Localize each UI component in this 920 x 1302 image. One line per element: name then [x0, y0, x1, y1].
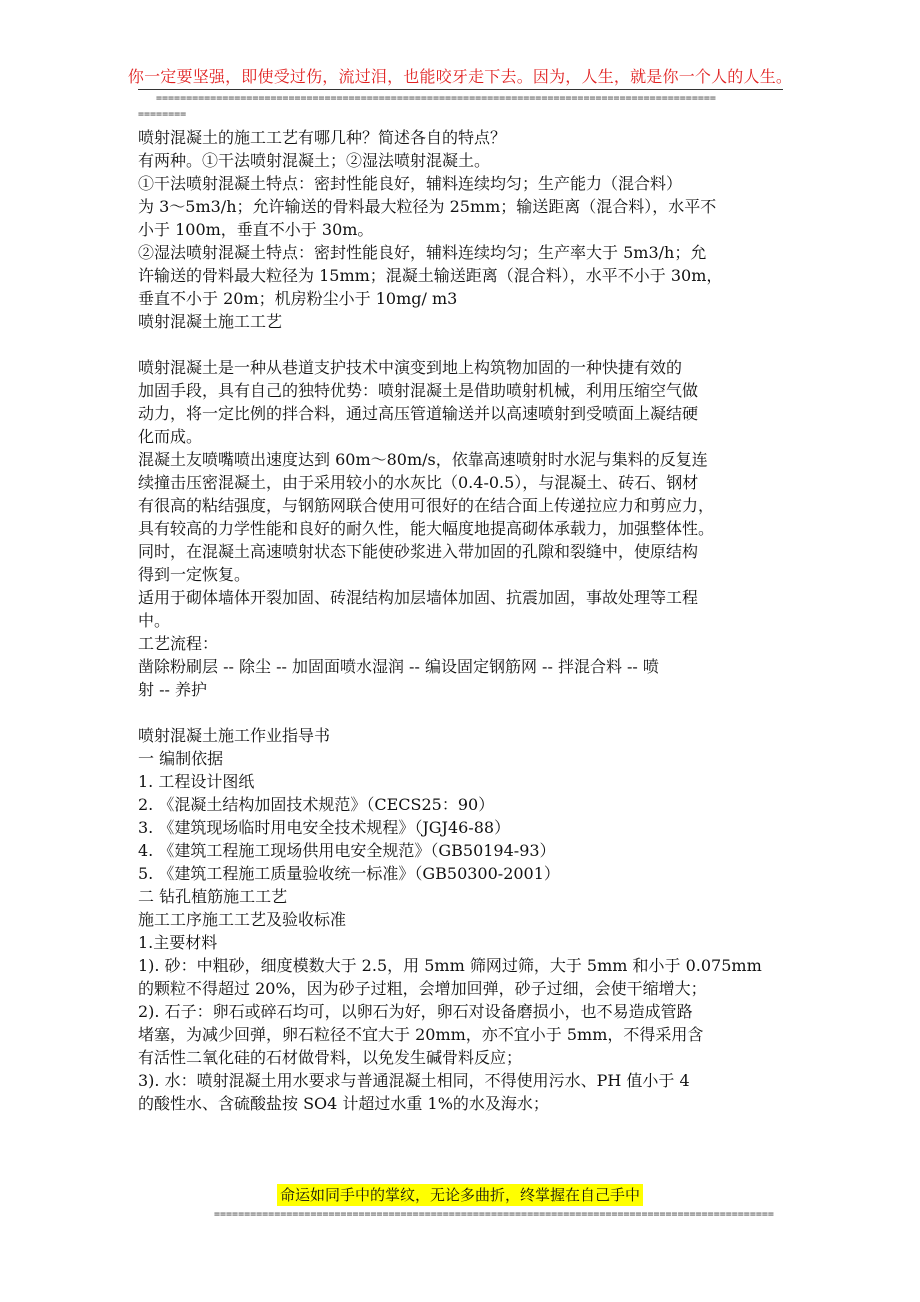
text-line: 3. 《建筑现场临时用电安全技术规程》（JGJ46-88） — [138, 818, 511, 837]
text-line: 1). 砂：中粗砂，细度模数大于 2.5，用 5mm 筛网过筛，大于 5mm 和小于 0.075mm — [138, 956, 762, 975]
text-line: 混凝土友喷嘴喷出速度达到 60m～80m/s，依靠高速喷射时水泥与集料的反复连 — [138, 450, 708, 469]
text-line: 工艺流程： — [138, 634, 219, 653]
text-line: 5. 《建筑工程施工质量验收统一标准》（GB50300-2001） — [138, 864, 560, 883]
text-line: 具有较高的力学性能和良好的耐久性，能大幅度地提高砌体承载力，加强整体性。 — [138, 519, 715, 538]
text-line: ①干法喷射混凝土特点：密封性能良好，辅料连续均匀；生产能力（混合料） — [138, 174, 683, 193]
text-line: 加固手段，具有自己的独特优势：喷射混凝土是借助喷射机械，利用压缩空气做 — [138, 381, 699, 400]
text-line: 喷射混凝土施工作业指导书 — [138, 726, 331, 745]
text-line: 喷射混凝土的施工工艺有哪几种？简述各自的特点？ — [138, 128, 507, 147]
text-line: 有两种。①干法喷射混凝土；②湿法喷射混凝土。 — [138, 151, 491, 170]
text-line: 垂直不小于 20m；机房粉尘小于 10mg/ m3 — [138, 289, 458, 308]
text-line: 1.主要材料 — [138, 933, 218, 952]
text-line: 为 3～5m3/h；允许输送的骨料最大粒径为 25mm；输送距离（混合料），水平不 — [138, 197, 717, 216]
header-motto: 你一定要坚强，即使受过伤，流过泪，也能咬牙走下去。因为，人生，就是你一个人的人生。 — [127, 67, 793, 86]
text-line: 2. 《混凝土结构加固技术规范》（CECS25：90） — [138, 795, 495, 814]
text-line: 适用于砌体墙体开裂加固、砖混结构加层墙体加固、抗震加固，事故处理等工程 — [138, 588, 699, 607]
text-line: ②湿法喷射混凝土特点：密封性能良好，辅料连续均匀；生产率大于 5m3/h；允 — [138, 243, 707, 262]
text-line: 有活性二氧化硅的石材做骨料，以免发生碱骨料反应； — [138, 1048, 523, 1067]
separator-bottom: ============================================================================================= — [214, 1209, 774, 1220]
blank-line — [138, 701, 783, 724]
text-line: 一 编制依据 — [138, 749, 224, 768]
separator-top: ============================================================================================= — [156, 93, 716, 104]
text-line: 化而成。 — [138, 427, 203, 446]
text-line: 中。 — [138, 611, 171, 630]
text-line: 二 钻孔植筋施工工艺 — [138, 887, 288, 906]
text-line: 得到一定恢复。 — [138, 565, 251, 584]
text-line: 喷射混凝土是一种从巷道支护技术中演变到地上构筑物加固的一种快捷有效的 — [138, 358, 683, 377]
text-line: 4. 《建筑工程施工现场供用电安全规范》（GB50194-93） — [138, 841, 556, 860]
text-line: 有很高的粘结强度，与钢筋网联合使用可很好的在结合面上传递拉应力和剪应力， — [138, 496, 715, 515]
text-line: 许输送的骨料最大粒径为 15mm；混凝土输送距离（混合料），水平不小于 30m， — [138, 266, 723, 285]
text-line: 续撞击压密混凝土，由于采用较小的水灰比（0.4-0.5），与混凝土、砖石、钢材 — [138, 473, 699, 492]
footer-motto: 命运如同手中的掌纹，无论多曲折，终掌握在自己手中 — [277, 1184, 643, 1206]
footer-motto-wrap — [0, 1184, 920, 1206]
text-line: 1. 工程设计图纸 — [138, 772, 255, 791]
text-line: 小于 100m，垂直不小于 30m。 — [138, 220, 374, 239]
text-line: 的颗粒不得超过 20%，因为砂子过粗，会增加回弹，砂子过细，会使干缩增大； — [138, 979, 707, 998]
text-line: 3). 水：喷射混凝土用水要求与普通混凝土相同，不得使用污水、PH 值小于 4 — [138, 1071, 690, 1090]
text-line: 射 -- 养护 — [138, 680, 207, 699]
separator-top-continuation: ======== — [138, 109, 187, 120]
text-line: 喷射混凝土施工工艺 — [138, 312, 283, 331]
blank-line — [138, 333, 783, 356]
text-line: 动力，将一定比例的拌合料，通过高压管道输送并以高速喷射到受喷面上凝结硬 — [138, 404, 699, 423]
text-line: 同时，在混凝土高速喷射状态下能使砂浆进入带加固的孔隙和裂缝中，使原结构 — [138, 542, 699, 561]
document-body — [138, 126, 783, 1115]
text-line: 堵塞，为减少回弹，卵石粒径不宜大于 20mm，亦不宜小于 5mm，不得采用含 — [138, 1025, 704, 1044]
text-line: 2). 石子：卵石或碎石均可，以卵石为好，卵石对设备磨损小，也不易造成管路 — [138, 1002, 693, 1021]
text-line: 施工工序施工工艺及验收标准 — [138, 910, 347, 929]
text-line: 凿除粉刷层 -- 除尘 -- 加固面喷水湿润 -- 编设固定钢筋网 -- 拌混合料 -- 喷 — [138, 657, 659, 676]
text-line: 的酸性水、含硫酸盐按 SO4 计超过水重 1%的水及海水； — [138, 1094, 549, 1113]
header-rule — [138, 89, 783, 90]
